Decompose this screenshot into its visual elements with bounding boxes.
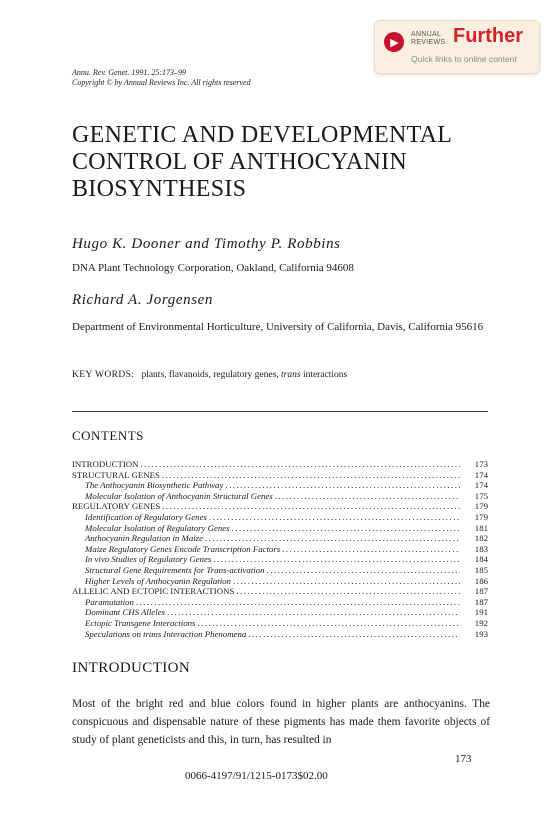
toc-entry-label: Anthocyanin Regulation in Maize [85, 533, 204, 544]
toc-entry-page: 174 [474, 469, 488, 480]
toc-entry-label: Molecular Isolation of Anthocyanin Structural Genes [85, 490, 273, 501]
copyright-line: Copyright © by Annual Reviews Inc. All rights reserved [72, 78, 251, 87]
toc-entry-label: Paramutation [85, 596, 134, 607]
toc-entry-page: 187 [474, 596, 488, 607]
toc-entry-page: 187 [474, 586, 488, 597]
toc-entry-page: 173 [474, 459, 488, 469]
toc-entry-label: Molecular Isolation of Regulatory Genes [85, 522, 230, 533]
toc-entry[interactable] [72, 565, 488, 576]
title-line: CONTROL OF ANTHOCYANIN [72, 149, 408, 175]
toc-leader-dots [136, 597, 460, 608]
table-of-contents [72, 459, 488, 639]
title-line: GENETIC AND DEVELOPMENTAL [72, 122, 453, 148]
toc-leader-dots [267, 565, 460, 576]
toc-entry[interactable] [72, 533, 488, 544]
journal-citation [72, 68, 251, 88]
article-code: 0066-4197/91/1215-0173$02.00 [185, 770, 328, 782]
keywords-italic-term: trans [281, 370, 301, 380]
keywords-label: KEY WORDS: [72, 370, 135, 380]
keywords-tail: interactions [302, 370, 348, 380]
keywords [72, 370, 347, 380]
toc-entry[interactable] [72, 480, 488, 491]
toc-entry[interactable] [72, 459, 488, 470]
toc-entry-page: 183 [474, 543, 488, 554]
toc-leader-dots [209, 512, 460, 523]
toc-entry-label: STRUCTURAL GENES [72, 469, 160, 480]
toc-entry-label: Identification of Regulatory Genes [85, 511, 207, 522]
play-arrow-icon: ▶ [384, 32, 404, 52]
toc-leader-dots [225, 480, 460, 491]
toc-entry-label: ALLELIC AND ECTOPIC INTERACTIONS [72, 586, 235, 597]
toc-entry[interactable] [72, 470, 488, 481]
toc-entry-page: 186 [474, 575, 488, 586]
toc-entry-page: 181 [474, 522, 488, 533]
publisher-logo-text: ANNUAL REVIEWS [411, 31, 446, 46]
toc-leader-dots [213, 554, 460, 565]
toc-entry-label: INTRODUCTION [72, 459, 139, 469]
author-affiliation: Department of Environmental Horticulture, University of California, Davis, California 95616 [72, 321, 484, 333]
toc-entry[interactable] [72, 554, 488, 565]
toc-entry-page: 175 [474, 490, 488, 501]
page-number: 173 [455, 753, 472, 765]
toc-entry-label: Speculations on trans Interaction Phenomena [85, 628, 247, 639]
author-names: Hugo K. Dooner and Timothy P. Robbins [72, 236, 341, 252]
toc-leader-dots [248, 629, 460, 640]
toc-entry-label: Maize Regulatory Genes Encode Transcription Factors [85, 543, 281, 554]
toc-entry-page: 174 [474, 480, 488, 491]
toc-entry-label: REGULATORY GENES [72, 501, 161, 512]
contents-heading: CONTENTS [72, 428, 144, 443]
section-divider [72, 411, 488, 412]
toc-entry-page: 179 [474, 511, 488, 522]
toc-entry[interactable] [72, 491, 488, 502]
toc-entry-label: The Anthocyanin Biosynthetic Pathway [85, 480, 224, 491]
keywords-terms: plants, flavanoids, regulatory genes, [141, 370, 279, 380]
toc-leader-dots [162, 470, 460, 481]
toc-entry-page: 191 [474, 607, 488, 618]
toc-entry[interactable] [72, 512, 488, 523]
further-brand: Further [453, 25, 523, 47]
toc-entry[interactable] [72, 597, 488, 608]
toc-leader-dots [162, 501, 460, 512]
author-affiliation: DNA Plant Technology Corporation, Oakland, California 94608 [72, 262, 354, 274]
toc-entry-label: Ectopic Transgene Interactions [85, 617, 196, 628]
toc-entry-page: 184 [474, 554, 488, 565]
toc-entry[interactable] [72, 607, 488, 618]
citation-line: Annu. Rev. Genet. 1991. 25:173–99 [72, 68, 187, 77]
toc-leader-dots [197, 618, 460, 629]
toc-entry-label: In vivo Studies of Regulatory Genes [85, 554, 212, 565]
toc-leader-dots [232, 523, 460, 534]
toc-leader-dots [282, 544, 460, 555]
toc-entry-label: Structural Gene Requirements for Trans-activation [85, 564, 265, 575]
toc-leader-dots [236, 586, 460, 597]
toc-entry[interactable] [72, 629, 488, 640]
toc-leader-dots [205, 533, 460, 544]
annual-reviews-further-badge[interactable] [374, 20, 540, 74]
introduction-paragraph: Most of the bright red and blue colors found in higher plants are anthocyanins. The conspicuous and dispensable nature of these pigments has made them favorite objects of study of plant geneticists and this, in turn, has resulted in [72, 698, 490, 746]
section-heading-introduction: INTRODUCTION [72, 660, 191, 676]
article-title [72, 122, 492, 203]
toc-leader-dots [140, 459, 460, 470]
toc-entry[interactable] [72, 576, 488, 587]
toc-entry[interactable] [72, 523, 488, 534]
toc-entry[interactable] [72, 544, 488, 555]
toc-leader-dots [167, 607, 460, 618]
toc-leader-dots [233, 576, 460, 587]
toc-entry-page: 182 [474, 533, 488, 544]
toc-entry-label: Higher Levels of Anthocyanin Regulation [85, 575, 231, 586]
toc-entry[interactable] [72, 501, 488, 512]
toc-leader-dots [275, 491, 460, 502]
toc-entry-label: Dominant CHS Alleles [85, 607, 165, 618]
toc-entry-page: 185 [474, 564, 488, 575]
toc-entry-page: 179 [474, 501, 488, 512]
toc-entry-page: 193 [474, 628, 488, 639]
further-tagline: Quick links to online content [411, 54, 517, 64]
title-line: BIOSYNTHESIS [72, 176, 247, 202]
author-names: Richard A. Jorgensen [72, 292, 214, 308]
toc-entry-page: 192 [474, 617, 488, 628]
toc-entry[interactable] [72, 586, 488, 597]
toc-entry[interactable] [72, 618, 488, 629]
